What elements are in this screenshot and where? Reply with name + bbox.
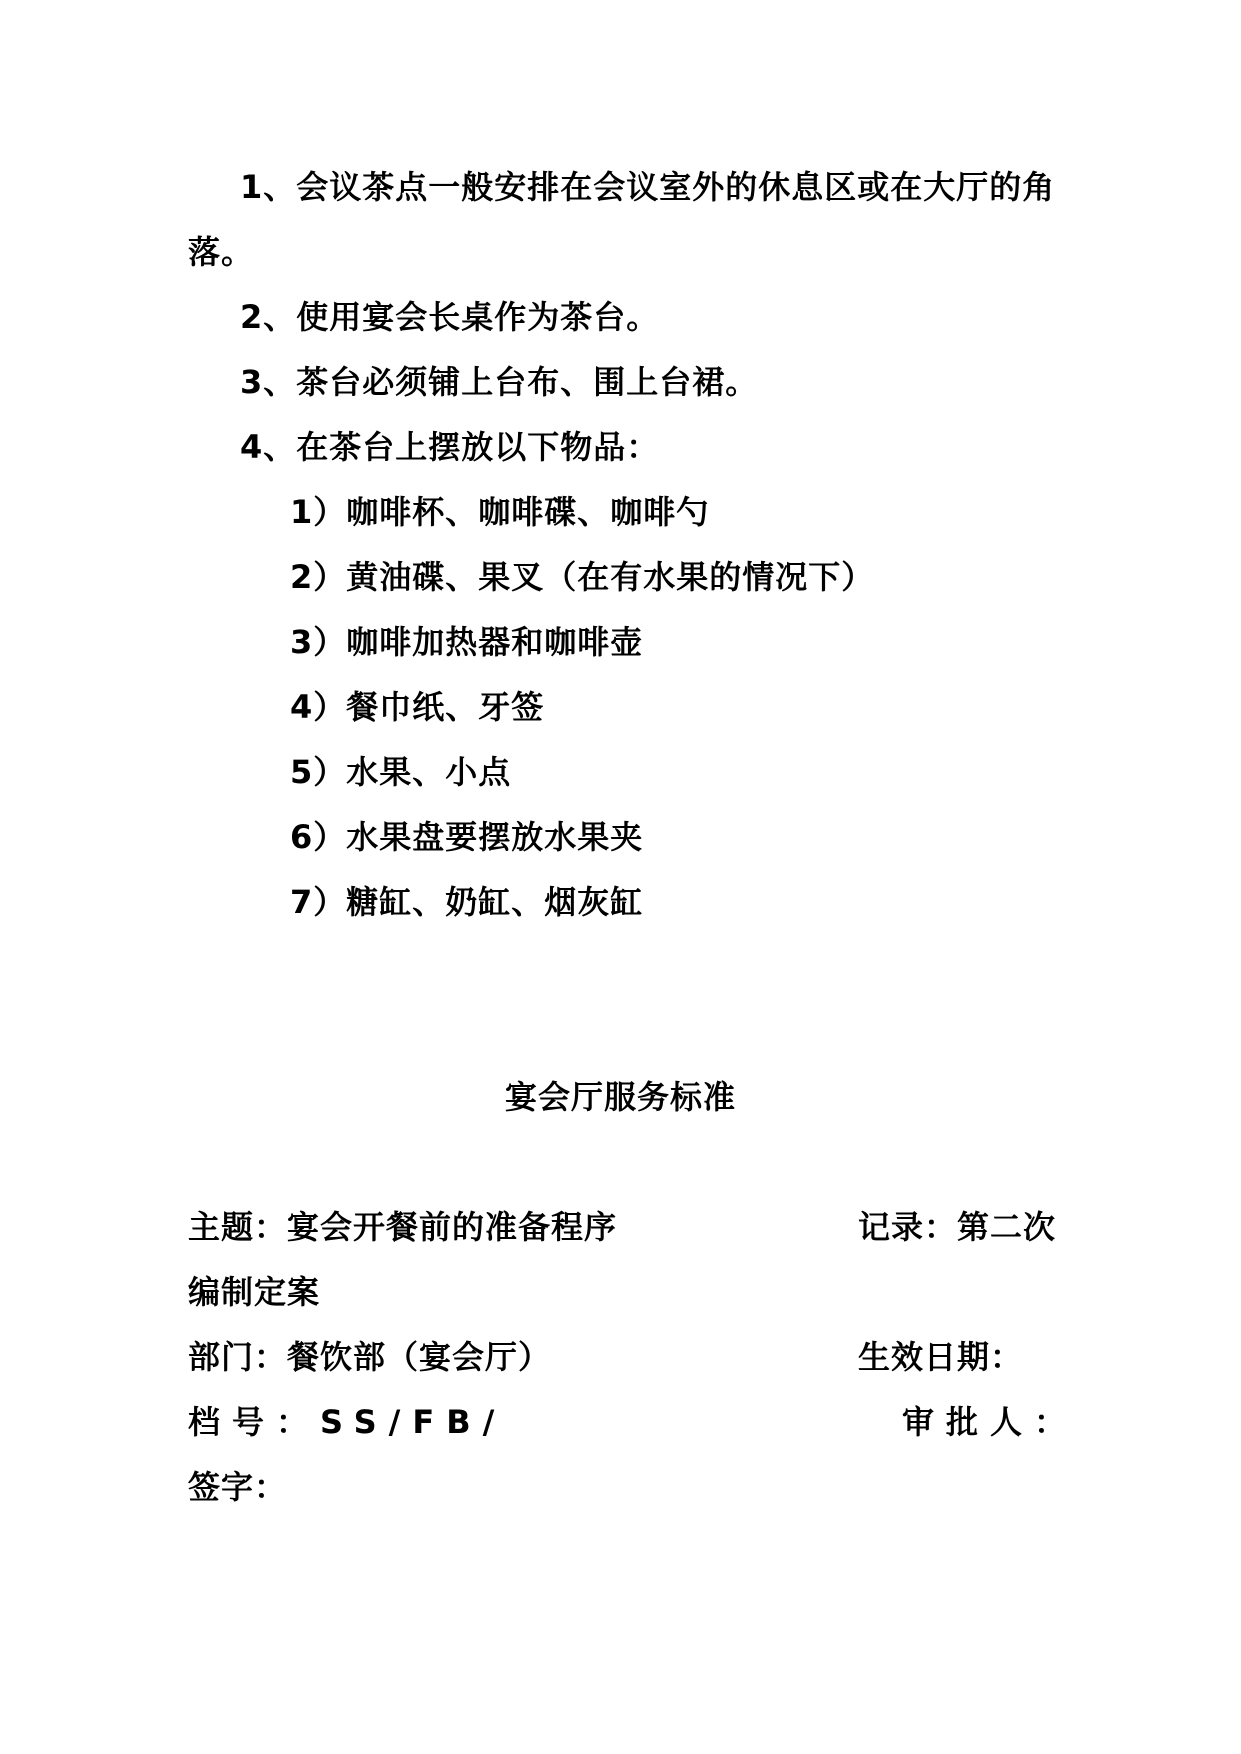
subitem-1: 1）咖啡杯、咖啡碟、咖啡勺 xyxy=(290,493,710,531)
effective-date-field: 生效日期： xyxy=(858,1338,1024,1376)
file-number-field: 档号：SS/FB/ xyxy=(188,1403,507,1441)
section-title: 宴会厅服务标准 xyxy=(504,1078,736,1116)
record-field: 记录：第二次 xyxy=(858,1208,1057,1246)
item1-line2: 落。 xyxy=(188,233,255,271)
item3: 3、茶台必须铺上台布、围上台裙。 xyxy=(240,363,759,401)
item4: 4、在茶台上摆放以下物品： xyxy=(240,428,660,466)
subitem-4: 4）餐巾纸、牙签 xyxy=(290,688,545,726)
item1-line1: 1、会议茶点一般安排在会议室外的休息区或在大厅的角 xyxy=(240,168,1056,206)
subitem-5: 5）水果、小点 xyxy=(290,753,512,791)
subitem-2: 2）黄油碟、果叉（在有水果的情况下） xyxy=(290,558,875,596)
item2: 2、使用宴会长桌作为茶台。 xyxy=(240,298,660,336)
subitem-7: 7）糖缸、奶缸、烟灰缸 xyxy=(290,883,644,921)
signature-field: 签字： xyxy=(188,1468,288,1506)
subitem-6: 6）水果盘要摆放水果夹 xyxy=(290,818,644,856)
record-continuation: 编制定案 xyxy=(188,1273,321,1311)
subitem-3: 3）咖啡加热器和咖啡壶 xyxy=(290,623,644,661)
department-field: 部门：餐饮部（宴会厅） xyxy=(188,1338,552,1376)
subject-field: 主题：宴会开餐前的准备程序 xyxy=(188,1208,618,1246)
approver-field: 审批人： xyxy=(902,1403,1079,1441)
